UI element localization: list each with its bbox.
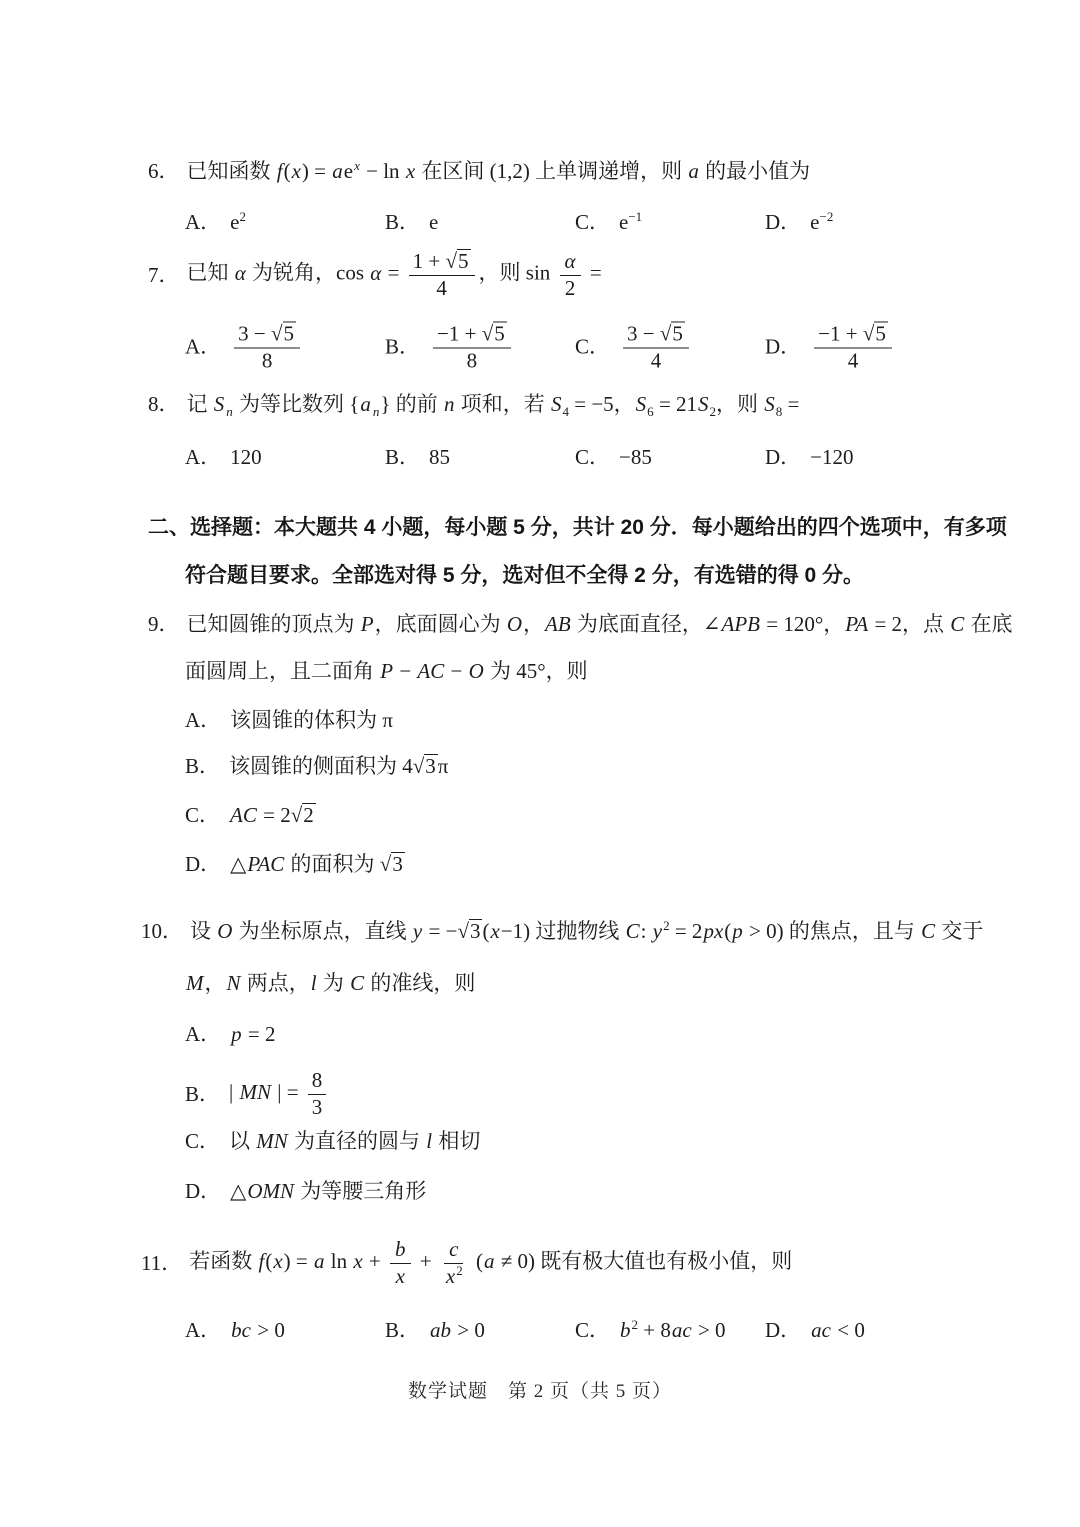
superscript [353, 158, 361, 173]
math-variable: N [226, 971, 241, 995]
option-value: 85 [429, 444, 451, 469]
option-label: D． [765, 1317, 802, 1342]
option-label: C． [575, 334, 611, 359]
fraction [308, 1069, 327, 1119]
math-variable: ab [430, 1317, 452, 1342]
option-value [619, 321, 693, 372]
question-10-option-a [185, 1021, 276, 1047]
option-value: 以 MN 为直径的圆与 l 相切 [229, 1129, 481, 1153]
fraction [390, 1238, 411, 1288]
math-variable: α [370, 260, 382, 285]
math-variable: a [483, 1248, 495, 1273]
fraction [409, 249, 475, 300]
radicand: 2 [303, 803, 314, 827]
radical-sign-icon: √ [659, 321, 672, 346]
denominator: 4 [650, 348, 662, 372]
option-value: ac < 0 [811, 1317, 865, 1342]
math-variable: MN [239, 1079, 271, 1104]
option-value [429, 321, 515, 372]
option-label: A． [185, 1317, 222, 1342]
option-label: A． [185, 708, 222, 732]
denominator: 4 [436, 276, 447, 300]
question-6-option-d [765, 209, 833, 235]
option-value: 该圆锥的侧面积为 4√3π [229, 754, 449, 778]
math-variable: C [625, 919, 640, 943]
math-variable: x [354, 158, 360, 173]
question-8-option-b [385, 444, 450, 470]
option-value: AC = 2√2 [230, 803, 314, 827]
question-9-number: 9． [148, 612, 180, 636]
question-9-option-a [185, 707, 393, 733]
option-value: △OMN 为等腰三角形 [230, 1179, 427, 1203]
option-label: B． [185, 1081, 221, 1106]
math-variable: S [698, 392, 709, 416]
math-variable: x [405, 159, 416, 183]
option-label: D． [765, 334, 802, 359]
math-variable: S [635, 392, 647, 416]
radical [291, 803, 316, 827]
radicand: 3 [469, 919, 481, 943]
question-7-option-a [185, 321, 304, 372]
math-variable: O [217, 919, 233, 943]
question-11-option-b [385, 1317, 485, 1343]
option-label: D． [185, 1179, 222, 1203]
subscript [372, 404, 381, 419]
option-label: C． [185, 1129, 221, 1153]
radical [482, 321, 507, 345]
radical-sign-icon: √ [445, 249, 458, 274]
option-value: 该圆锥的体积为 π [230, 708, 394, 732]
math-variable: x [395, 1263, 405, 1288]
math-variable: OMN [247, 1179, 294, 1203]
math-variable: α [234, 260, 246, 285]
option-label: B． [385, 334, 421, 359]
question-8-stem [148, 391, 800, 420]
math-variable: x [445, 1263, 456, 1288]
fraction [560, 250, 581, 300]
superscript: 2 [239, 208, 247, 224]
math-variable: a [332, 159, 343, 183]
math-variable: AC [230, 803, 257, 827]
question-7-option-d [765, 321, 896, 372]
question-10-stem-line-2 [185, 970, 475, 996]
radical [660, 321, 685, 345]
math-variable: MN [256, 1129, 288, 1153]
option-label: B． [185, 754, 221, 778]
radical-sign-icon: √ [290, 803, 303, 827]
numerator: 1 + √5 [409, 249, 475, 276]
math-variable: x [291, 159, 301, 183]
math-variable: n [443, 392, 455, 416]
question-10-text-continued: M，N 两点，l 为 C 的准线，则 [186, 971, 476, 995]
option-value: $b^2 + 8ac > 0$ [620, 1316, 726, 1342]
option-label: B． [385, 444, 421, 469]
option-label: A． [185, 209, 222, 234]
fraction [814, 321, 892, 372]
radical [863, 321, 888, 345]
math-variable: PAC [247, 852, 285, 876]
question-7-option-b [385, 321, 515, 372]
math-variable: n [226, 404, 233, 420]
question-8-option-c [575, 444, 652, 470]
question-7-number: 7． [148, 262, 180, 287]
radicand: 5 [875, 321, 886, 346]
fraction [433, 321, 511, 372]
question-9-text-continued: 面圆周上，且二面角 P − AC − O 为 45°，则 [185, 659, 588, 683]
math-variable: l [426, 1129, 433, 1153]
radical [413, 754, 438, 778]
question-10-option-d [185, 1178, 426, 1204]
question-8-text: 记 S $_n$ 为等比数列 {a $_n$} 的前 n 项和，若 $S_4 = -5$，$S_6 = 21S_2$，则 $S_8$ = [186, 392, 800, 420]
math-variable: S [550, 392, 562, 416]
math-variable: ac [811, 1317, 831, 1342]
option-value: | MN | = $\frac{8}{3}$ [229, 1069, 330, 1119]
question-8-option-a [185, 444, 262, 470]
option-label: B． [385, 1317, 421, 1342]
math-variable: M [186, 971, 204, 995]
radicand: 5 [283, 321, 295, 346]
math-variable: x [490, 919, 500, 943]
denominator: 3 [311, 1094, 323, 1119]
radicand: 5 [458, 249, 469, 274]
radical-sign-icon: √ [862, 321, 875, 346]
question-6-text: 已知函数 $f(x) = ae^x - \ln x$ 在区间 (1,2) 上单调递增，则 a 的最小值为 [186, 158, 811, 183]
question-9-option-b [185, 753, 448, 779]
question-10-number: 10． [141, 919, 183, 943]
option-value: $e^2$ [230, 208, 247, 234]
option-value [810, 321, 896, 372]
question-8-number: 8． [148, 392, 180, 416]
question-10-option-c [185, 1128, 480, 1154]
radical [446, 249, 471, 273]
math-variable: S [764, 392, 775, 416]
question-10-stem-line-1 [141, 918, 983, 944]
numerator: −1 + √5 [814, 321, 892, 348]
option-value: e [429, 209, 439, 234]
radical-sign-icon: √ [271, 321, 283, 346]
math-variable: C [350, 971, 365, 995]
math-variable: x [273, 1248, 283, 1273]
superscript: 2 [663, 918, 670, 933]
option-value: bc > 0 [231, 1317, 285, 1342]
numerator: 3 − √5 [623, 321, 689, 348]
math-variable: l [310, 971, 317, 995]
question-9-stem-line-2 [185, 658, 588, 684]
question-6-option-a [185, 209, 246, 235]
subscript: 4 [562, 404, 569, 420]
numerator: −1 + √5 [433, 321, 511, 348]
question-7-options [185, 318, 997, 376]
option-label: C． [575, 444, 611, 469]
math-variable: C [921, 919, 936, 943]
math-variable: x [353, 1248, 363, 1273]
math-variable: AB [545, 612, 571, 636]
question-6-option-b [385, 209, 438, 235]
radical-sign-icon: √ [379, 852, 392, 876]
denominator: 8 [261, 348, 273, 372]
question-11-stem [141, 1234, 792, 1292]
radical [380, 852, 405, 876]
option-label: D． [765, 444, 802, 469]
option-value: $e^{-2}$ [810, 208, 834, 234]
math-variable: f [276, 159, 283, 183]
radical-sign-icon: √ [481, 321, 494, 346]
subscript: 2 [709, 404, 717, 420]
fraction [623, 321, 689, 372]
math-variable: bc [231, 1317, 251, 1342]
math-variable: a [314, 1248, 325, 1273]
math-variable: O [506, 612, 522, 636]
option-value: −85 [619, 444, 652, 469]
math-variable: y [412, 919, 423, 943]
option-label: A． [185, 334, 222, 359]
question-11-option-a [185, 1317, 285, 1343]
radical [457, 919, 482, 943]
option-value: 120 [230, 444, 262, 469]
question-9-option-c [185, 802, 316, 828]
math-variable: n [372, 404, 380, 420]
option-value: △PAC 的面积为 √3 [230, 852, 403, 876]
question-7-option-c [575, 321, 693, 372]
numerator: 8 [308, 1069, 327, 1095]
numerator [444, 1238, 463, 1264]
option-label: D． [765, 209, 802, 234]
math-variable: ac [671, 1317, 692, 1342]
math-variable: C [950, 612, 965, 636]
option-value: p = 2 [231, 1022, 276, 1046]
math-variable: AC [417, 659, 445, 683]
math-variable: y [652, 919, 663, 943]
denominator: 4 [847, 348, 859, 372]
denominator: 2 [564, 275, 576, 300]
option-label: C． [575, 1317, 611, 1342]
radicand: 5 [672, 321, 683, 346]
page-footer: 数学试题 第 2 页（共 5 页） [407, 1381, 672, 1402]
subscript: 8 [775, 404, 783, 420]
math-variable: c [449, 1236, 459, 1261]
fraction [441, 1238, 467, 1288]
math-variable: px [703, 919, 724, 943]
math-variable: S [213, 392, 225, 416]
option-value [230, 321, 304, 372]
subscript [225, 404, 234, 419]
denominator: 8 [466, 348, 478, 372]
question-11-option-d [765, 1317, 865, 1343]
option-label: D． [185, 852, 222, 876]
math-variable: P [360, 612, 374, 636]
option-value: ab > 0 [430, 1317, 485, 1342]
question-7-text: 已知 α 为锐角，cos α = $\frac{1 + √5}{4}$ ，则 sin $\frac{\alpha}{2}$ = [186, 248, 602, 300]
question-6-number: 6． [148, 159, 180, 183]
question-9-text: 已知圆锥的顶点为 P，底面圆心为 O，AB 为底面直径，∠APB = 120°，PA = 2，点 C 在底 [186, 612, 1013, 636]
subscript: 6 [647, 404, 654, 420]
denominator [441, 1264, 467, 1289]
question-9-stem-line-1 [148, 611, 1013, 637]
math-variable: P [380, 659, 394, 683]
math-variable: p [732, 919, 743, 943]
question-6-option-c [575, 209, 642, 235]
section-2-heading-line-2: 符合题目要求。全部选对得 5 分，选对但不全得 2 分，有选错的得 0 分。 [185, 564, 865, 587]
superscript: 2 [456, 1262, 463, 1278]
option-label: A． [185, 1022, 222, 1046]
option-label: C． [575, 209, 611, 234]
question-11-option-c [575, 1317, 726, 1343]
denominator [391, 1264, 410, 1289]
question-7-stem [148, 244, 602, 306]
question-8-option-d [765, 444, 854, 470]
question-10-option-b [185, 1066, 330, 1122]
question-6-options [185, 206, 997, 238]
numerator [560, 250, 581, 276]
radical-sign-icon: √ [457, 919, 469, 943]
superscript: −1 [628, 208, 643, 224]
question-8-options [185, 441, 997, 473]
question-11-number: 11． [141, 1250, 183, 1275]
option-label: C． [185, 803, 221, 827]
question-6-stem [148, 158, 810, 184]
math-variable: α [564, 248, 576, 273]
math-variable: O [468, 659, 484, 683]
question-9-option-d [185, 851, 405, 877]
math-variable: b [395, 1236, 406, 1261]
question-11-text: 若函数 f(x) = a ln x + $\frac{b}{x}$ + $\frac{c}{x^2}$ (a ≠ 0) 既有极大值也有极小值，则 [189, 1236, 793, 1288]
radical-sign-icon: √ [412, 754, 425, 778]
math-variable: p [231, 1022, 242, 1046]
radicand: 5 [494, 321, 505, 346]
option-label: A． [185, 444, 222, 469]
fraction [234, 321, 300, 372]
option-value: −120 [810, 444, 854, 469]
option-value: $e^{-1}$ [619, 208, 643, 234]
radicand: 3 [425, 754, 436, 778]
question-11-options [185, 1314, 997, 1346]
math-variable: APB [721, 612, 760, 636]
numerator: 3 − √5 [234, 321, 300, 348]
math-variable: a [360, 392, 371, 416]
radicand: 3 [392, 852, 403, 876]
radical [271, 321, 296, 345]
math-variable: PA [845, 612, 869, 636]
math-variable: b [620, 1317, 631, 1342]
numerator [390, 1238, 411, 1264]
section-2-heading-line-1: 二、选择题：本大题共 4 小题，每小题 5 分，共计 20 分．每小题给出的四个选项中，有多项 [148, 516, 1007, 539]
math-variable: f [258, 1248, 265, 1273]
question-10-text: 设 O 为坐标原点，直线 y = −√3(x−1) 过抛物线 C: $y^2 = 2px(p > 0)$ 的焦点，且与 C 交于 [190, 918, 984, 943]
option-label: B． [385, 209, 421, 234]
superscript: −2 [819, 208, 834, 224]
math-variable: a [688, 159, 699, 183]
superscript: 2 [631, 1316, 639, 1332]
